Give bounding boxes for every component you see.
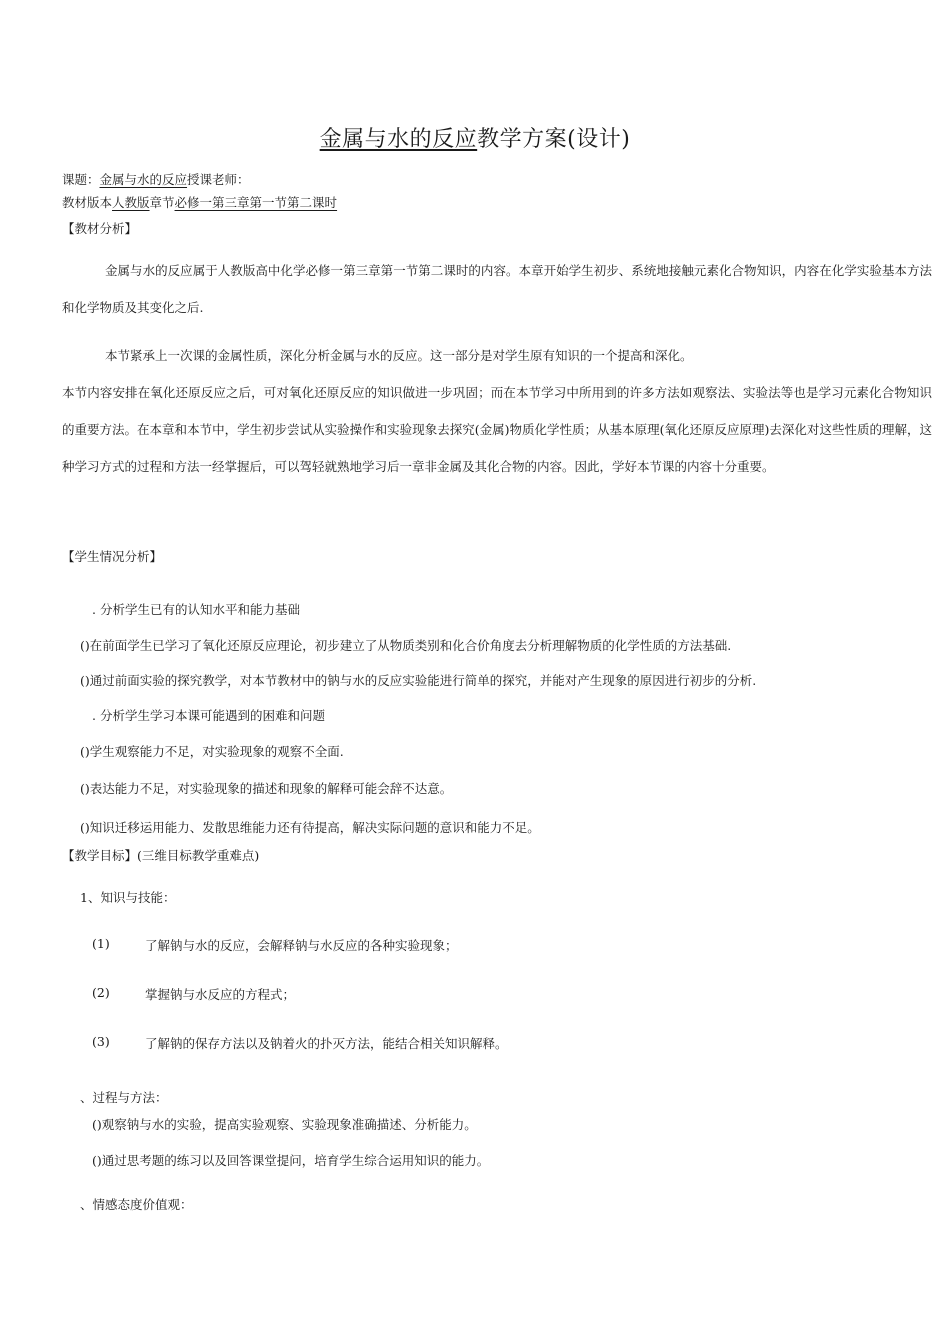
- goal-knowledge-item-1-text: 了解钠与水的反应，会解释钠与水反应的各种实验现象；: [145, 938, 458, 953]
- title-underlined: 金属与水的反应: [319, 127, 478, 152]
- course-line: [62, 170, 250, 188]
- student-analysis-item-4: ()表达能力不足，对实验现象的描述和现象的解释可能会辞不达意。: [80, 781, 453, 796]
- student-analysis-item-5: ()知识迁移运用能力、发散思维能力还有待提高，解决实际问题的意识和能力不足。: [80, 820, 540, 835]
- student-analysis-subheading-1: . 分析学生已有的认知水平和能力基础: [92, 602, 300, 617]
- course-label: 课题：: [62, 172, 100, 187]
- goal-process-item-2: ()通过思考题的练习以及回答课堂提问，培育学生综合运用知识的能力。: [92, 1153, 490, 1168]
- section-heading-teaching-goals: 【教学目标】(三维目标教学重难点): [62, 848, 260, 863]
- chapter-value: 必修一第三章第一节第二课时: [174, 195, 338, 210]
- student-analysis-item-2: ()通过前面实验的探究教学，对本节教材中的钠与水的反应实验能进行简单的探究，并能对产生现象的原因进行初步的分析.: [80, 673, 757, 688]
- goal-knowledge-item-1-num: (1): [92, 936, 110, 951]
- student-analysis-subheading-2: . 分析学生学习本课可能遇到的困难和问题: [92, 708, 325, 723]
- goal-knowledge-heading: 1、知识与技能：: [80, 890, 176, 905]
- edition-line: [62, 193, 337, 211]
- section-heading-student-analysis: 【学生情况分析】: [62, 549, 163, 564]
- goal-process-item-1: ()观察钠与水的实验，提高实验观察、实验现象准确描述、分析能力。: [92, 1117, 477, 1132]
- edition-label: 教材版本: [62, 195, 113, 210]
- goal-knowledge-item-3-text: 了解钠的保存方法以及钠着火的扑灭方法，能结合相关知识解释。: [145, 1036, 508, 1051]
- goal-attitude-heading: 、情感态度价值观：: [80, 1197, 193, 1212]
- goal-knowledge-item-2-num: (2): [92, 985, 110, 1000]
- goal-knowledge-item-3-num: (3): [92, 1034, 110, 1049]
- textbook-analysis-paragraph-1: 金属与水的反应属于人教版高中化学必修一第三章第一节第二课时的内容。本章开始学生初步、系统地接触元素化合物知识，内容在化学实验基本方法和化学物质及其变化之后.: [62, 263, 932, 315]
- student-analysis-item-3: ()学生观察能力不足，对实验现象的观察不全面.: [80, 744, 344, 759]
- edition-value: 人教版: [112, 195, 150, 210]
- student-analysis-item-1: ()在前面学生已学习了氧化还原反应理论，初步建立了从物质类别和化合价角度去分析理解物质的化学性质的方法基础.: [80, 638, 732, 653]
- chapter-label: 章节: [149, 195, 175, 210]
- teacher-label: 授课老师：: [187, 172, 250, 187]
- course-value: 金属与水的反应: [99, 172, 188, 187]
- goal-process-heading: 、过程与方法：: [80, 1090, 168, 1105]
- section-heading-textbook-analysis: 【教材分析】: [62, 221, 138, 236]
- title-rest: 教学方案(设计): [477, 127, 631, 152]
- document-title: [0, 122, 950, 153]
- textbook-analysis-paragraph-3: 本节内容安排在氧化还原反应之后，可对氧化还原反应的知识做进一步巩固；而在本节学习中所用到的许多方法如观察法、实验法等也是学习元素化合物知识的重要方法。在本章和本节中，学生初步尝试从实验操作和实验现象去探究(金属)物质化学性质；从基本原理(氧化还原反应原理)去深化对这些性质的理解，这种学习方式的过程和方法一经掌握后，可以驾轻就熟地学习后一章非金属及其化合物的内容。因此，学好本节课的内容十分重要。: [62, 385, 932, 474]
- textbook-analysis-paragraph-2: 本节紧承上一次课的金属性质，深化分析金属与水的反应。这一部分是对学生原有知识的一个提高和深化。: [105, 348, 693, 363]
- goal-knowledge-item-2-text: 掌握钠与水反应的方程式；: [145, 987, 296, 1002]
